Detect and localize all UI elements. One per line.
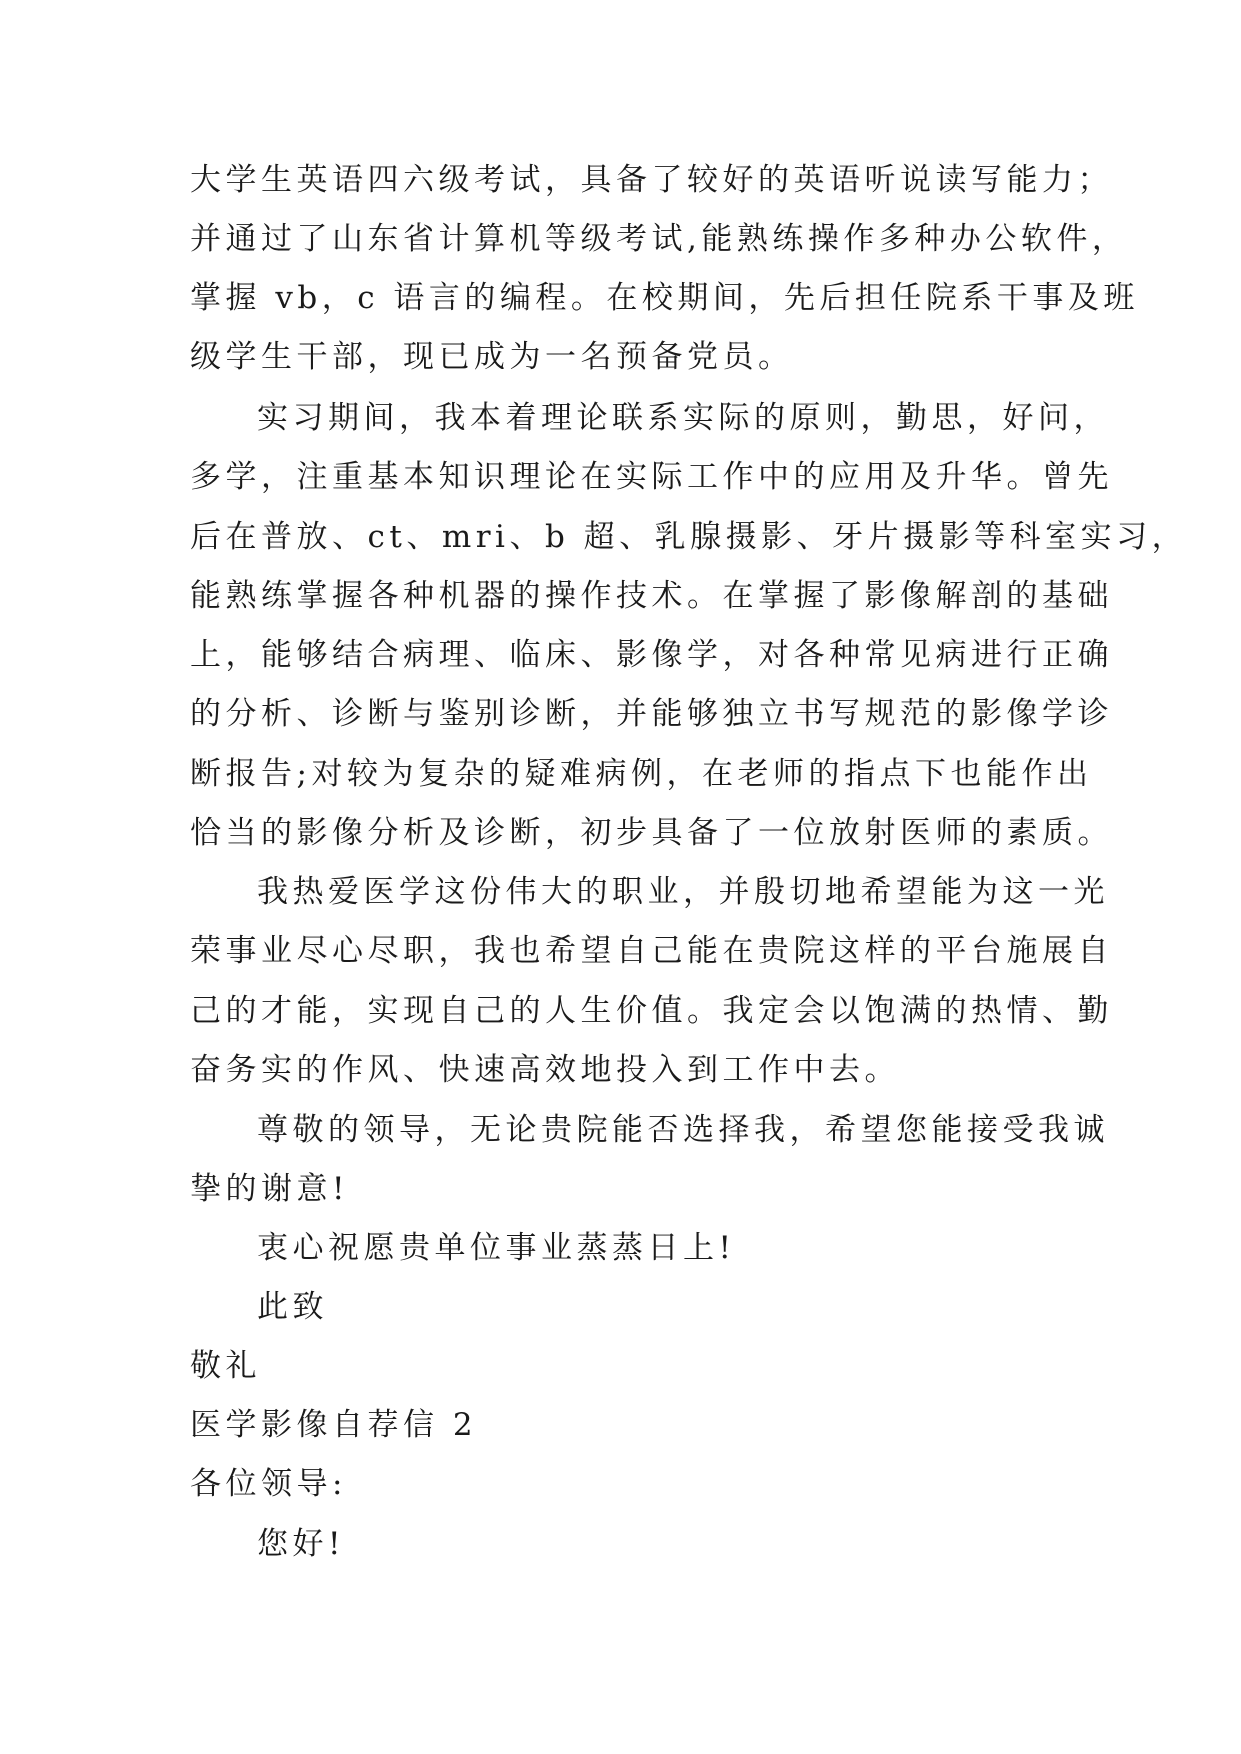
text-line: 荣事业尽心尽职，我也希望自己能在贵院这样的平台施展自 (190, 933, 1113, 969)
paragraph-start-line: 我热爱医学这份伟大的职业，并殷切地希望能为这一光 (257, 874, 1109, 910)
text-line: 大学生英语四六级考试，具备了较好的英语听说读写能力； (190, 162, 1113, 198)
section-title: 医学影像自荐信 2 (190, 1407, 478, 1443)
text-line: 上，能够结合病理、临床、影像学，对各种常见病进行正确 (190, 637, 1113, 673)
closing-regards: 敬礼 (190, 1348, 261, 1384)
closing-wish: 衷心祝愿贵单位事业蒸蒸日上! (257, 1230, 736, 1266)
text-line: 恰当的影像分析及诊断，初步具备了一位放射医师的素质。 (190, 815, 1113, 851)
closing-salutation: 此致 (257, 1289, 328, 1325)
greeting: 您好! (257, 1526, 345, 1562)
text-line: 掌握 vb，c 语言的编程。在校期间，先后担任院系干事及班 (190, 280, 1139, 316)
text-line: 多学，注重基本知识理论在实际工作中的应用及升华。曾先 (190, 459, 1113, 495)
text-line: 的分析、诊断与鉴别诊断，并能够独立书写规范的影像学诊 (190, 696, 1113, 732)
text-line: 后在普放、ct、mri、b 超、乳腺摄影、牙片摄影等科室实习， (190, 519, 1188, 555)
text-line: 能熟练掌握各种机器的操作技术。在掌握了影像解剖的基础 (190, 578, 1113, 614)
text-line: 己的才能，实现自己的人生价值。我定会以饱满的热情、勤 (190, 993, 1113, 1029)
paragraph-start-line: 实习期间，我本着理论联系实际的原则，勤思，好问， (257, 400, 1109, 436)
paragraph-start-line: 尊敬的领导，无论贵院能否选择我，希望您能接受我诚 (257, 1112, 1109, 1148)
letter-salutation: 各位领导: (190, 1466, 347, 1502)
text-line: 奋务实的作风、快速高效地投入到工作中去。 (190, 1052, 900, 1088)
text-line: 级学生干部，现已成为一名预备党员。 (190, 339, 794, 375)
text-line: 并通过了山东省计算机等级考试,能熟练操作多种办公软件， (190, 221, 1128, 257)
text-line: 挚的谢意! (190, 1171, 349, 1207)
text-line: 断报告;对较为复杂的疑难病例，在老师的指点下也能作出 (190, 756, 1093, 792)
